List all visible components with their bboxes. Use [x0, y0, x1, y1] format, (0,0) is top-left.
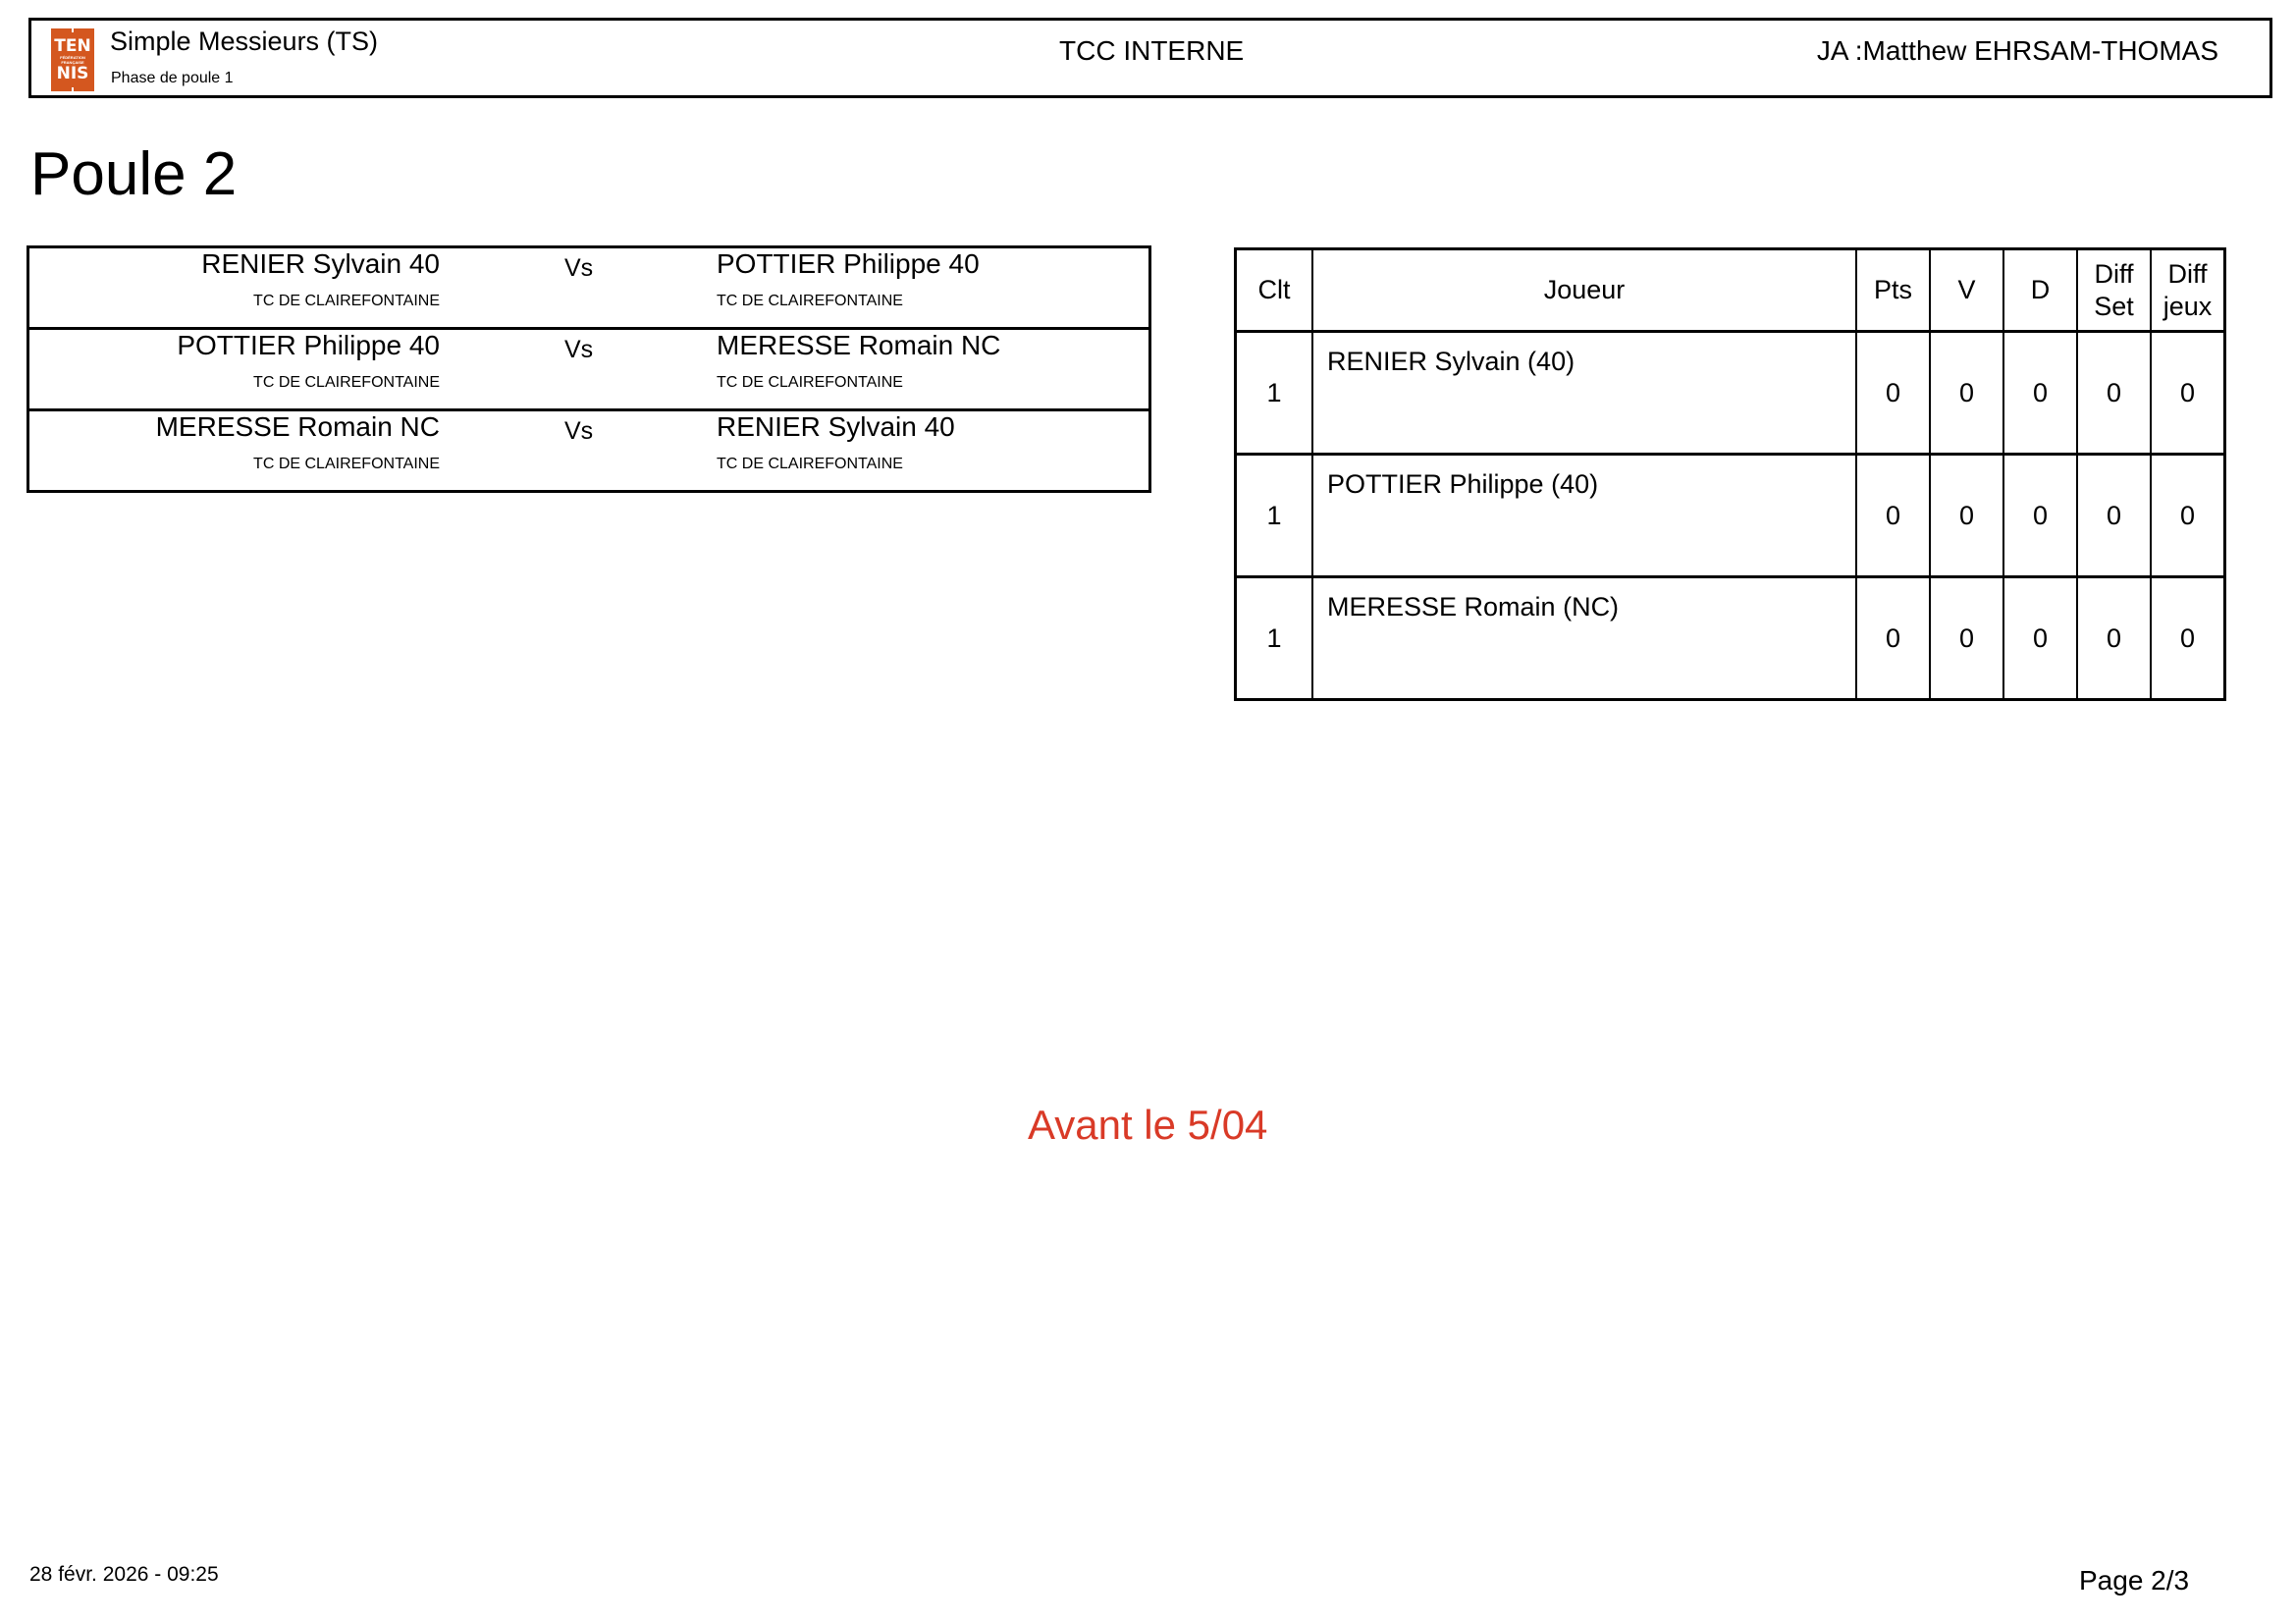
cell-joueur: RENIER Sylvain (40) [1312, 332, 1856, 455]
table-row [1236, 332, 2225, 455]
cell-diff-jeux: 0 [2151, 455, 2225, 577]
vs-label: Vs [564, 254, 594, 282]
header-diff-set-line2: Set [2094, 291, 2134, 321]
player-right-name: POTTIER Philippe 40 [717, 248, 980, 279]
logo-text-top: TEN [54, 36, 91, 56]
page-title: Poule 2 [30, 140, 238, 208]
cell-v: 0 [1930, 577, 2003, 700]
table-row [1236, 455, 2225, 577]
logo-text-bottom: NIS [56, 64, 89, 83]
event-title: Simple Messieurs (TS) [110, 27, 379, 56]
header-diff-jeux-line2: jeux [2163, 291, 2213, 321]
cell-pts: 0 [1856, 455, 1930, 577]
header-v: V [1930, 249, 2003, 332]
fft-tennis-logo-icon [51, 28, 94, 91]
cell-d: 0 [2003, 332, 2077, 455]
player-left-name: MERESSE Romain NC [155, 411, 440, 442]
phase-label: Phase de poule 1 [111, 70, 234, 86]
cell-v: 0 [1930, 332, 2003, 455]
tournament-name: TCC INTERNE [1059, 35, 1245, 66]
player-left-name: RENIER Sylvain 40 [201, 248, 440, 279]
vs-label: Vs [564, 417, 594, 445]
standings-table [1234, 247, 2226, 701]
table-row [1236, 577, 2225, 700]
player-left-name: POTTIER Philippe 40 [177, 330, 440, 360]
logo-text-middle: FÉDÉRATION FRANÇAISE [60, 55, 85, 65]
player-right-club: TC DE CLAIREFONTAINE [717, 456, 903, 472]
player-left-club: TC DE CLAIREFONTAINE [253, 293, 440, 309]
document-header [28, 18, 2272, 98]
standings-header-row [1236, 249, 2225, 332]
header-diff-set [2077, 249, 2151, 332]
match-list [27, 245, 1151, 493]
player-right-name: RENIER Sylvain 40 [717, 411, 955, 442]
cell-clt: 1 [1236, 577, 1313, 700]
referee-name: JA :Matthew EHRSAM-THOMAS [1816, 35, 2218, 66]
vs-label: Vs [564, 336, 594, 363]
deadline-note: Avant le 5/04 [1028, 1102, 1268, 1148]
player-left-club: TC DE CLAIREFONTAINE [253, 456, 440, 472]
match-row [29, 330, 1148, 411]
cell-diff-set: 0 [2077, 455, 2151, 577]
print-date: 28 févr. 2026 - 09:25 [29, 1563, 219, 1586]
cell-d: 0 [2003, 577, 2077, 700]
match-row [29, 411, 1148, 490]
cell-d: 0 [2003, 455, 2077, 577]
cell-joueur: MERESSE Romain (NC) [1312, 577, 1856, 700]
player-left-club: TC DE CLAIREFONTAINE [253, 374, 440, 391]
page-number: Page 2/3 [2079, 1565, 2190, 1596]
header-clt: Clt [1236, 249, 1313, 332]
header-diff-jeux-line1: Diff [2167, 258, 2208, 289]
match-row [29, 248, 1148, 330]
header-diff-jeux [2151, 249, 2225, 332]
player-right-club: TC DE CLAIREFONTAINE [717, 293, 903, 309]
cell-v: 0 [1930, 455, 2003, 577]
header-pts: Pts [1856, 249, 1930, 332]
cell-diff-set: 0 [2077, 577, 2151, 700]
header-d: D [2003, 249, 2077, 332]
cell-diff-jeux: 0 [2151, 577, 2225, 700]
cell-clt: 1 [1236, 332, 1313, 455]
player-right-name: MERESSE Romain NC [717, 330, 1001, 360]
cell-diff-set: 0 [2077, 332, 2151, 455]
header-diff-set-line1: Diff [2094, 258, 2134, 289]
cell-joueur: POTTIER Philippe (40) [1312, 455, 1856, 577]
cell-pts: 0 [1856, 332, 1930, 455]
cell-diff-jeux: 0 [2151, 332, 2225, 455]
cell-pts: 0 [1856, 577, 1930, 700]
cell-clt: 1 [1236, 455, 1313, 577]
header-joueur: Joueur [1312, 249, 1856, 332]
player-right-club: TC DE CLAIREFONTAINE [717, 374, 903, 391]
